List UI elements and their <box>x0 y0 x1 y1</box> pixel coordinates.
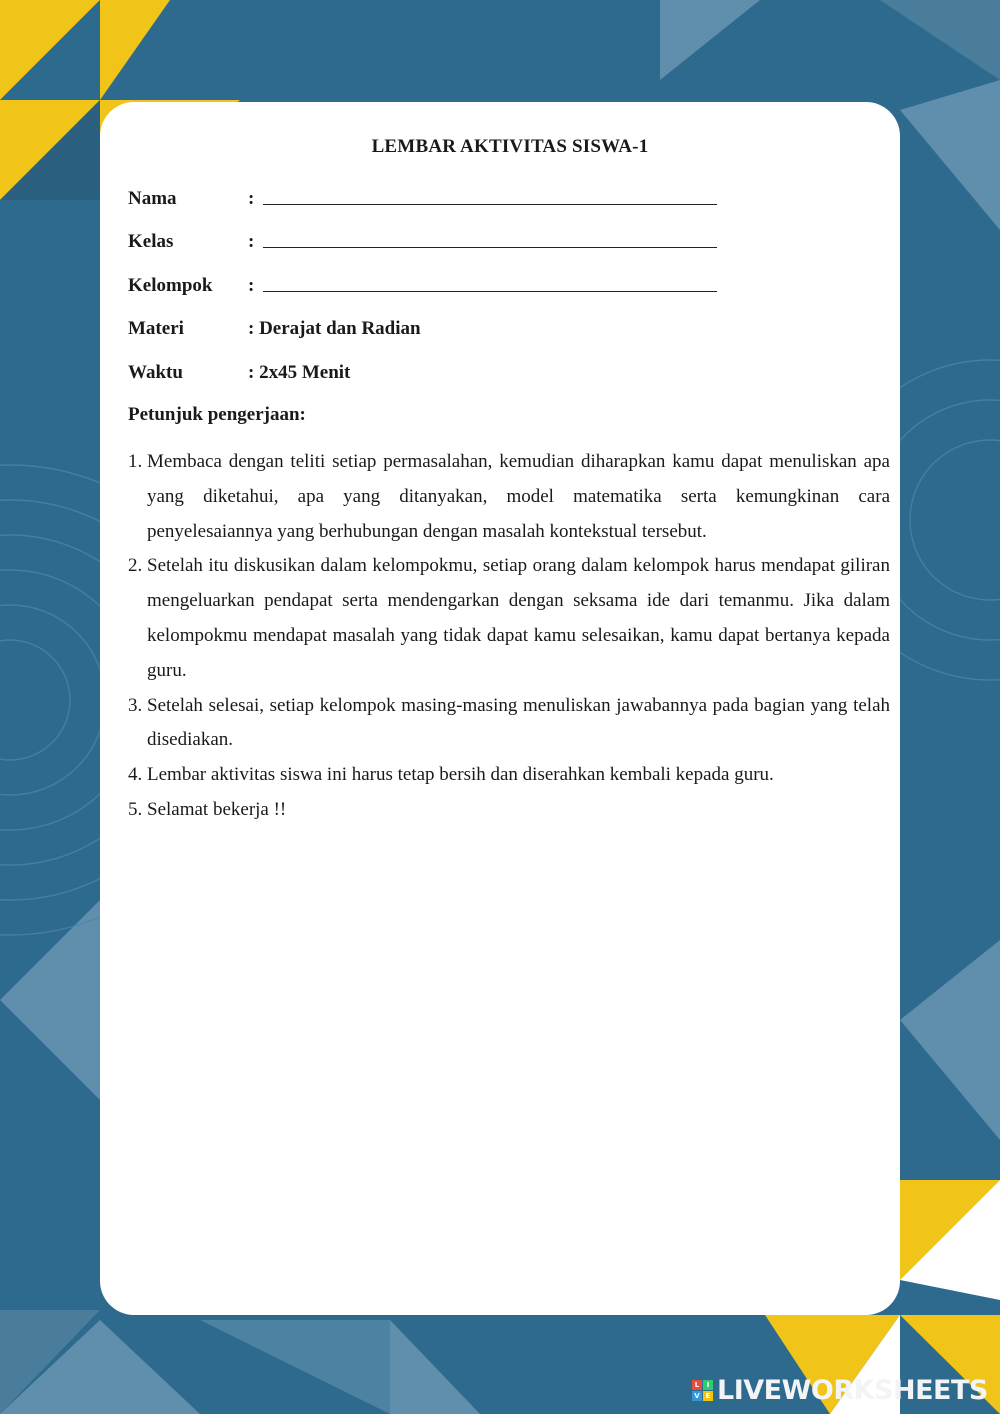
list-item <box>128 758 890 793</box>
worksheet-title: LEMBAR AKTIVITAS SISWA-1 <box>371 136 649 157</box>
list-item-number: 1. <box>128 451 143 472</box>
list-item-number: 5. <box>128 798 143 820</box>
field-value: : Derajat dan Radian <box>248 318 421 339</box>
kelas-input-line[interactable] <box>263 247 717 248</box>
list-item-text: Selamat bekerja !! <box>147 798 287 820</box>
list-item-number: 3. <box>128 694 143 716</box>
list-item-text: Membaca dengan teliti setiap permasalahan, kemudian diharapkan kamu dapat menuliskan apa yang diketahui, apa yang ditanyakan, model matematika serta kemungkinan cara penyelesaiannya yang berhubungan dengan masalah kontekstual tersebut. <box>147 451 890 542</box>
list-item-text: Setelah selesai, setiap kelompok masing-masing menuliskan jawabannya pada bagian yang telah disediakan. <box>147 694 890 751</box>
logo-block: I <box>703 1380 713 1390</box>
field-colon: : <box>248 231 255 252</box>
field-colon: : <box>248 275 255 296</box>
field-kelompok <box>128 273 728 299</box>
logo-icon <box>692 1380 713 1401</box>
logo-block: L <box>692 1380 702 1390</box>
logo-block: E <box>703 1391 713 1401</box>
field-materi <box>128 316 728 342</box>
field-value: : 2x45 Menit <box>248 362 351 383</box>
list-item <box>128 689 890 759</box>
field-label: Kelompok <box>128 275 213 296</box>
instructions-list <box>128 445 890 828</box>
field-waktu <box>128 360 728 386</box>
field-label: Waktu <box>128 362 183 383</box>
list-item <box>128 445 890 549</box>
nama-input-line[interactable] <box>263 204 717 205</box>
kelompok-input-line[interactable] <box>263 291 717 292</box>
field-colon: : <box>248 188 255 209</box>
field-label: Kelas <box>128 231 174 252</box>
logo-text: LIVEWORKSHEETS <box>717 1374 988 1406</box>
list-item-text: Setelah itu diskusikan dalam kelompokmu, setiap orang dalam kelompok harus mendapat giliran mengeluarkan pendapat serta mendengarkan dengan seksama ide dari temanmu. Jika dalam kelompokmu mendapat masalah yang tidak dapat kamu selesaikan, kamu dapat bertanya kepada guru. <box>147 555 890 681</box>
liveworksheets-logo[interactable] <box>692 1374 988 1406</box>
list-item-number: 2. <box>128 555 143 577</box>
logo-block: V <box>692 1391 702 1401</box>
list-item-text: Lembar aktivitas siswa ini harus tetap bersih dan diserahkan kembali kepada guru. <box>147 764 774 786</box>
list-item <box>128 793 890 828</box>
field-label: Nama <box>128 188 177 209</box>
list-item-number: 4. <box>128 764 143 786</box>
field-label: Materi <box>128 318 184 339</box>
field-nama <box>128 186 728 212</box>
list-item <box>128 549 890 688</box>
instructions-heading: Petunjuk pengerjaan: <box>128 404 306 425</box>
field-kelas <box>128 229 728 255</box>
